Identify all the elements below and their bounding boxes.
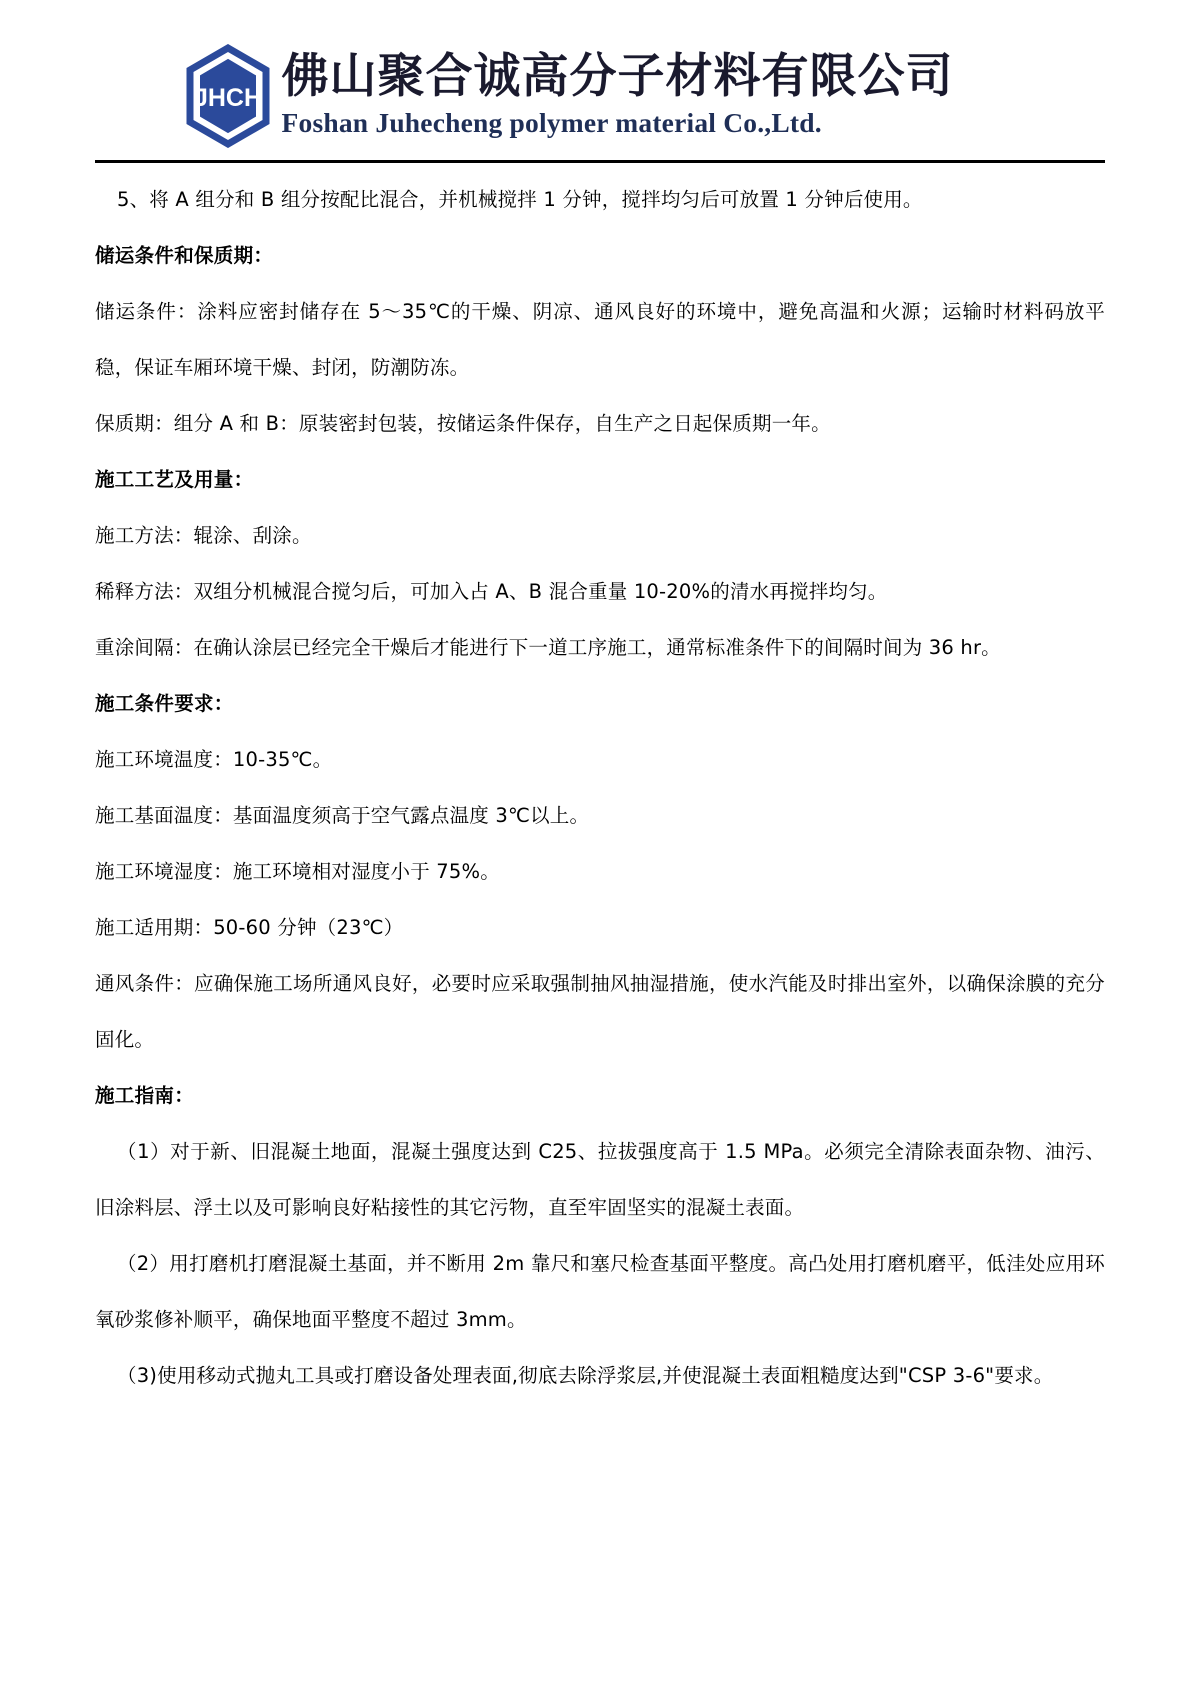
paragraph-guide-item-2: （2）用打磨机打磨混凝土基面，并不断用 2m 靠尺和塞尺检查基面平整度。高凸处用打磨机磨平，低洼处应用环氧砂浆修补顺平，确保地面平整度不超过 3mm。 (95, 1252, 1105, 1331)
heading-storage-and-shelf-life: 储运条件和保质期： (95, 244, 274, 267)
company-name-english: Foshan Juhecheng polymer material Co.,Ltd. (281, 107, 822, 139)
paragraph-application-method: 施工方法：辊涂、刮涂。 (95, 524, 312, 547)
paragraph-dilution-method: 稀释方法：双组分机械混合搅匀后，可加入占 A、B 混合重量 10-20%的清水再搅拌均匀。 (95, 580, 888, 603)
company-logo-icon (182, 44, 274, 148)
heading-application-guide: 施工指南： (95, 1084, 195, 1107)
paragraph-guide-item-1: （1）对于新、旧混凝土地面，混凝土强度达到 C25、拉拔强度高于 1.5 MPa。必须完全清除表面杂物、油污、旧涂料层、浮土以及可影响良好粘接性的其它污物，直至牢固坚实的混凝土表面。 (95, 1140, 1105, 1219)
header-branding (182, 42, 954, 146)
heading-application-process: 施工工艺及用量： (95, 468, 254, 491)
paragraph-shelf-life: 保质期：组分 A 和 B：原装密封包装，按储运条件保存，自生产之日起保质期一年。 (95, 412, 831, 435)
company-name-block (281, 49, 954, 139)
paragraph-mixing-step-5: 5、将 A 组分和 B 组分按配比混合，并机械搅拌 1 分钟，搅拌均匀后可放置 1 分钟后使用。 (117, 188, 923, 211)
paragraph-ventilation: 通风条件：应确保施工场所通风良好，必要时应采取强制抽风抽湿措施，使水汽能及时排出室外，以确保涂膜的充分固化。 (95, 972, 1105, 1051)
header-divider (95, 160, 1105, 163)
paragraph-substrate-temperature: 施工基面温度：基面温度须高于空气露点温度 3℃以上。 (95, 804, 590, 827)
paragraph-guide-item-3: （3)使用移动式抛丸工具或打磨设备处理表面,彻底去除浮浆层,并使混凝土表面粗糙度达到"CSP 3-6"要求。 (117, 1364, 1054, 1387)
document-header (0, 42, 1200, 160)
logo-wordmark: JHCH (193, 84, 262, 112)
document-body (95, 172, 1105, 1404)
paragraph-recoat-interval: 重涂间隔：在确认涂层已经完全干燥后才能进行下一道工序施工，通常标准条件下的间隔时间为 36 hr。 (95, 636, 1001, 659)
paragraph-storage-conditions: 储运条件：涂料应密封储存在 5～35℃的干燥、阴凉、通风良好的环境中，避免高温和火源；运输时材料码放平稳，保证车厢环境干燥、封闭，防潮防冻。 (95, 300, 1105, 379)
paragraph-pot-life: 施工适用期：50-60 分钟（23℃） (95, 916, 404, 939)
heading-application-conditions: 施工条件要求： (95, 692, 234, 715)
company-name-chinese: 佛山聚合诚高分子材料有限公司 (281, 49, 954, 105)
paragraph-ambient-humidity: 施工环境湿度：施工环境相对湿度小于 75%。 (95, 860, 500, 883)
paragraph-ambient-temperature: 施工环境温度：10-35℃。 (95, 748, 333, 771)
